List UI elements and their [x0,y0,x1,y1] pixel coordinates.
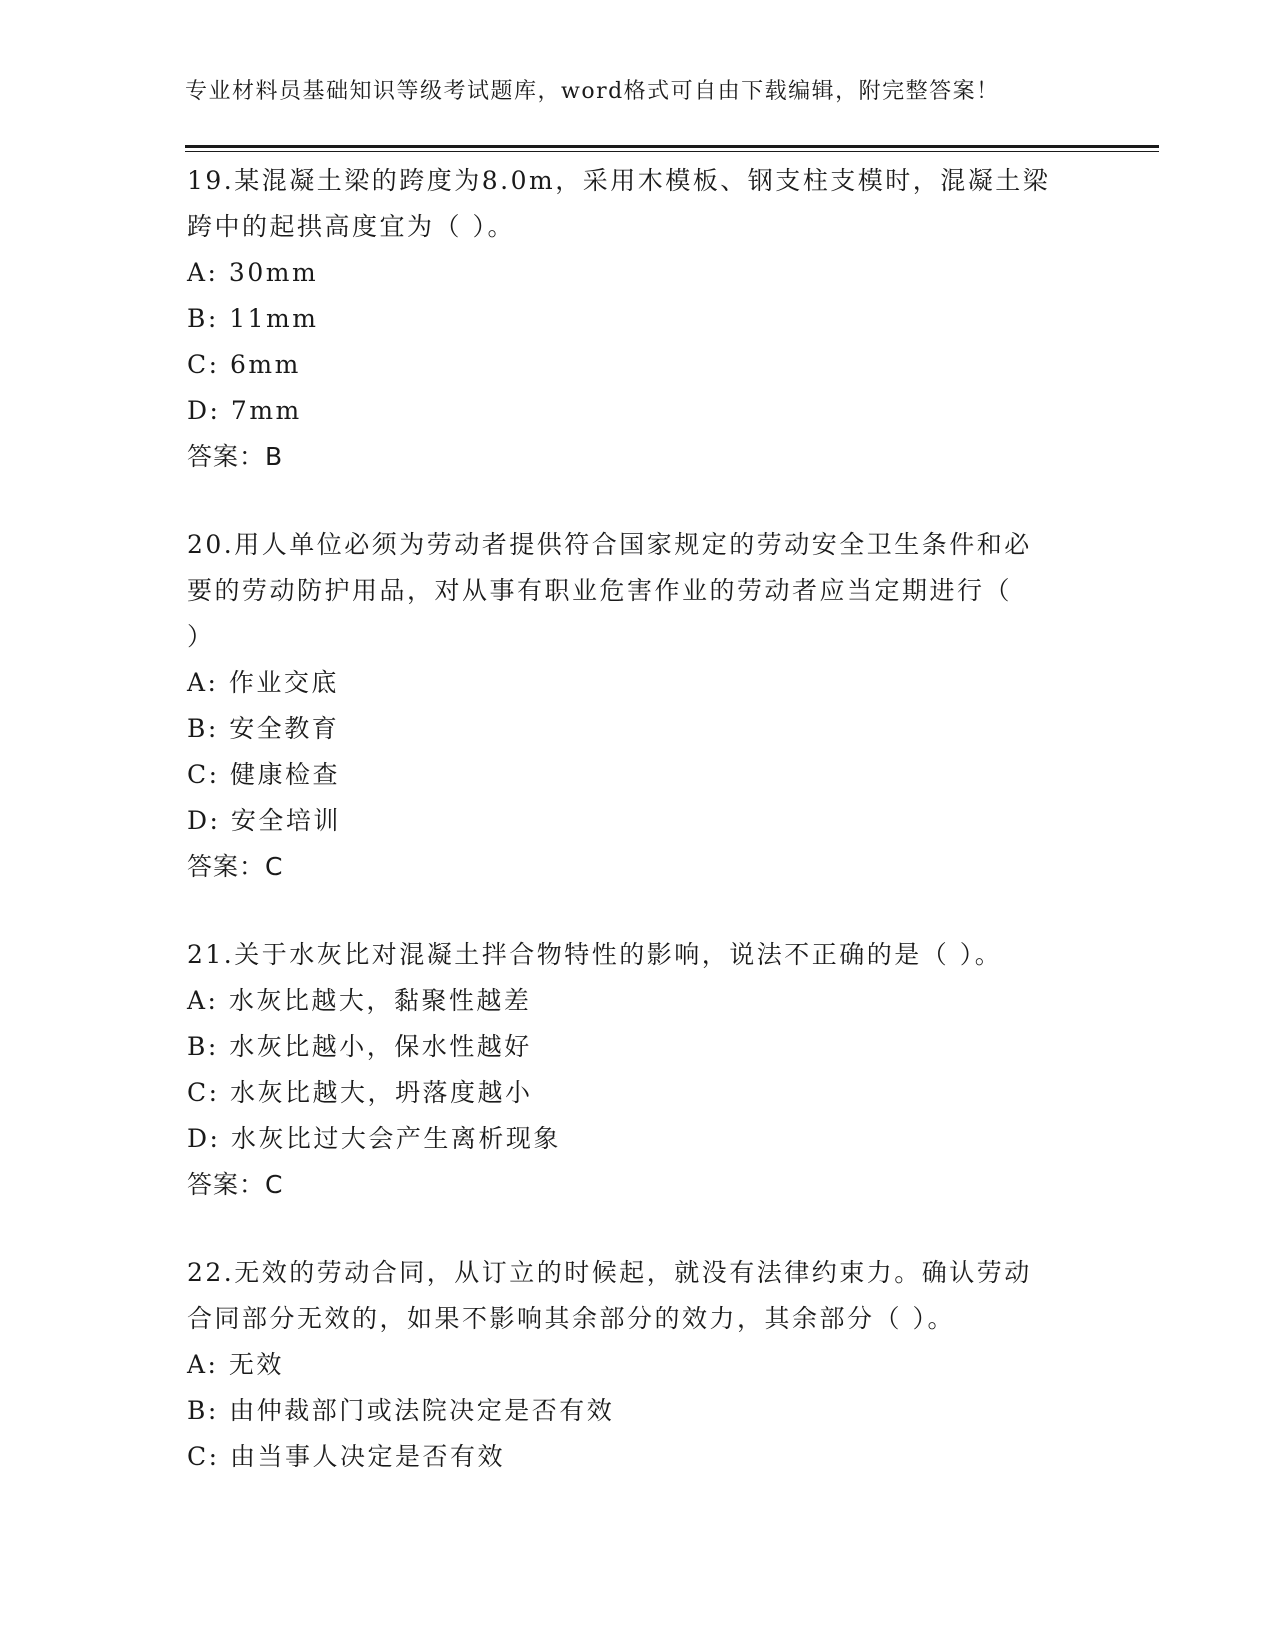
question-stem-line: ） [187,622,215,651]
question-stem-line: 20.用人单位必须为劳动者提供符合国家规定的劳动安全卫生条件和必 [187,530,1032,559]
option-a: A: 水灰比越大，黏聚性越差 [187,986,532,1015]
question-stem-line: 21.关于水灰比对混凝土拌合物特性的影响，说法不正确的是（ ）。 [187,940,1003,969]
option-b: B: 由仲裁部门或法院决定是否有效 [187,1396,615,1425]
option-d: D: 7mm [187,396,302,425]
question-20 [187,522,1087,890]
header-rule-thin [185,151,1159,152]
option-a: A: 无效 [187,1350,284,1379]
header-rule-thick [185,145,1159,148]
question-stem-line: 19.某混凝土梁的跨度为8.0m，采用木模板、钢支柱支模时，混凝土梁 [187,166,1051,195]
option-b: B: 11mm [187,304,319,333]
option-c: C: 水灰比越大，坍落度越小 [187,1078,533,1107]
option-c: C: 健康检查 [187,760,340,789]
question-stem-line: 跨中的起拱高度宜为（ ）。 [187,212,515,241]
question-22 [187,1250,1087,1480]
option-a: A: 30mm [187,258,319,287]
option-a: A: 作业交底 [187,668,339,697]
answer: 答案：B [187,442,284,471]
question-list [187,158,1087,1522]
question-stem-line: 要的劳动防护用品，对从事有职业危害作业的劳动者应当定期进行（ [187,576,1013,605]
question-21 [187,932,1087,1208]
question-19 [187,158,1087,480]
option-d: D: 水灰比过大会产生离析现象 [187,1124,561,1153]
option-d: D: 安全培训 [187,806,341,835]
page-header: 专业材料员基础知识等级考试题库，word格式可自由下载编辑，附完整答案！ [185,79,1000,104]
answer: 答案：C [187,1170,284,1199]
question-stem-line: 22.无效的劳动合同，从订立的时候起，就没有法律约束力。确认劳动 [187,1258,1032,1287]
answer: 答案：C [187,852,284,881]
option-b: B: 水灰比越小，保水性越好 [187,1032,532,1061]
option-b: B: 安全教育 [187,714,340,743]
question-stem-line: 合同部分无效的，如果不影响其余部分的效力，其余部分（ ）。 [187,1304,955,1333]
option-c: C: 由当事人决定是否有效 [187,1442,505,1471]
option-c: C: 6mm [187,350,301,379]
